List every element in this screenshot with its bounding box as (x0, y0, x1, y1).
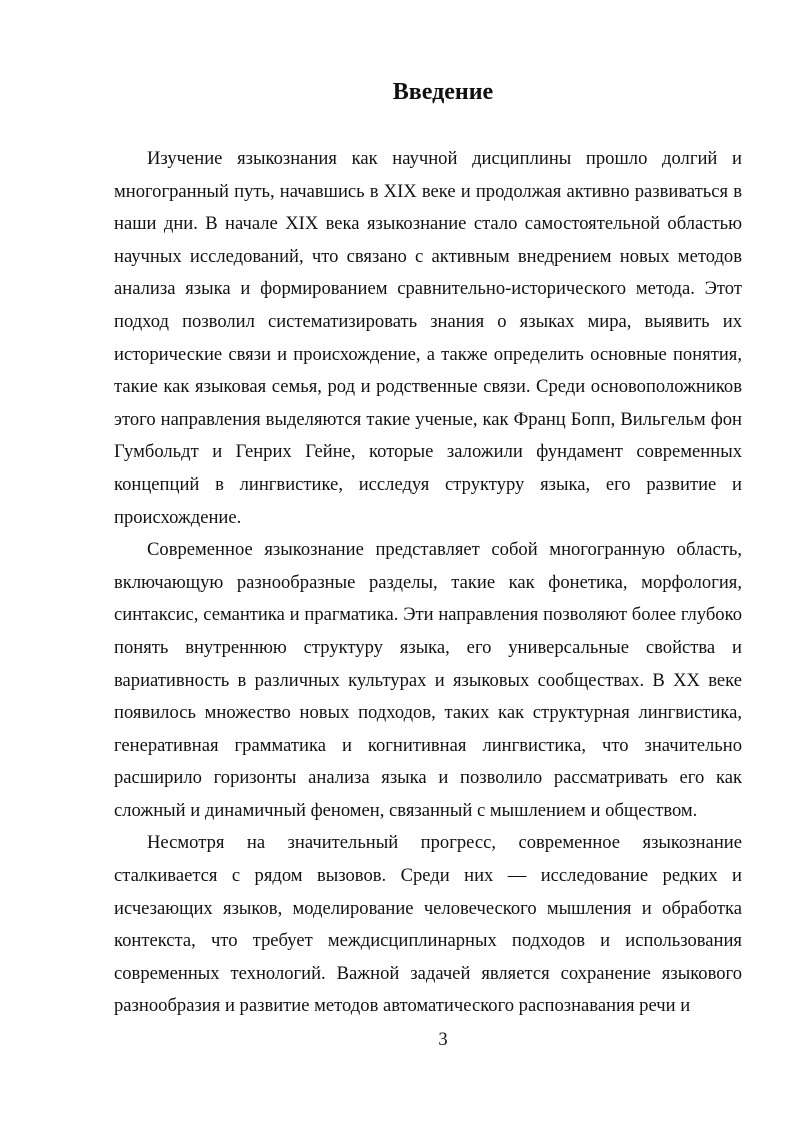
paragraph-3: Несмотря на значительный прогресс, современное языкознание сталкивается с рядом вызовов. Среди них — исследование редких и исчезающих языков, моделирование человеческого мышления и обработка контекста, что требует междисциплинарных подходов и использования современных технологий. Важной задачей является сохранение языкового разнообразия и развитие методов автоматического распознавания речи и (114, 832, 742, 1017)
page-title: Введение (392, 79, 494, 105)
paragraph-2: Современное языкознание представляет собой многогранную область, включающую разнообразные разделы, такие как фонетика, морфология, синтаксис, семантика и прагматика. Эти направления позволяют более глубоко понять внутреннюю структуру языка, его универсальные свойства и вариативность в различных культурах и языковых сообществах. В XX веке появилось множество новых подходов, таких как структурная лингвистика, генеративная грамматика и когнитивная лингвистика, что значительно расширило горизонты анализа языка и позволило рассматривать его как сложный и динамичный феномен, связанный с мышлением и обществом. (114, 539, 742, 821)
paragraph-1: Изучение языкознания как научной дисциплины прошло долгий и многогранный путь, начавшись в XIX веке и продолжая активно развиваться в наши дни. В начале XIX века языкознание стало самостоятельной областью научных исследований, что связано с активным внедрением новых методов анализа языка и формированием сравнительно-исторического метода. Этот подход позволил систематизировать знания о языках мира, выявить их исторические связи и происхождение, а также определить основные понятия, такие как языковая семья, род и родственные связи. Среди основоположников этого направления выделяются такие ученые, как Франц Бопп, Вильгельм фон Гумбольдт и Генрих Гейне, которые заложили фундамент современных концепций в лингвистике, исследуя структуру языка, его развитие и происхождение. (114, 148, 742, 528)
document-body (114, 143, 742, 1023)
page-number: 3 (438, 1029, 448, 1050)
